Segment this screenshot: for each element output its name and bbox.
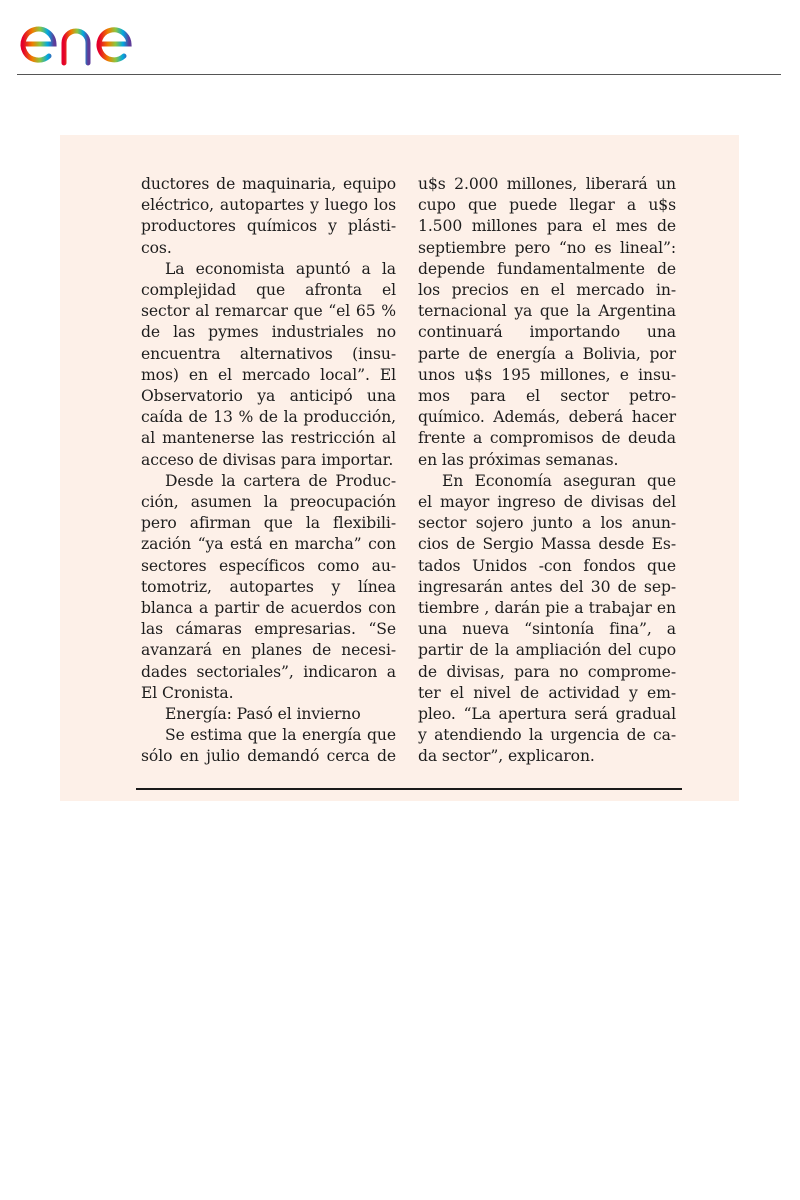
- article-line: caída de 13 % de la producción,: [141, 408, 396, 427]
- article-column-left: [141, 174, 396, 768]
- article-line: de divisas, para no comprome-: [418, 662, 676, 681]
- article-line: cios de Sergio Massa desde Es-: [418, 535, 676, 554]
- article-line: septiembre pero “no es lineal”:: [418, 238, 676, 257]
- article-line: tomotriz, autopartes y línea: [141, 577, 396, 596]
- enel-logo: [16, 6, 172, 70]
- article-line: depende fundamentalmente de: [418, 259, 676, 278]
- article-line: En Economía aseguran que: [442, 471, 676, 490]
- page-header: [0, 0, 800, 80]
- article-line: encuentra alternativos (insu-: [141, 344, 396, 363]
- article-line: ter el nivel de actividad y em-: [418, 683, 676, 702]
- article-line: tados Unidos -con fondos que: [418, 556, 676, 575]
- article-line: los precios en el mercado in-: [418, 281, 676, 300]
- article-line: zación “ya está en marcha” con: [141, 535, 396, 554]
- article-line: cupo que puede llegar a u$s: [418, 196, 676, 215]
- article-line: pero afirman que la flexibili-: [141, 514, 396, 533]
- article-line: dades sectoriales”, indicaron a: [141, 662, 396, 681]
- article-line: frente a compromisos de deuda: [418, 429, 676, 448]
- article-line: Desde la cartera de Produc-: [165, 471, 396, 490]
- article-line: ción, asumen la preocupación: [141, 493, 396, 512]
- article-line: cos.: [141, 238, 172, 257]
- article-column-right: [418, 174, 676, 768]
- article-line: Observatorio ya anticipó una: [141, 387, 396, 406]
- article-line: ingresarán antes del 30 de sep-: [418, 577, 676, 596]
- article-line: sólo en julio demandó cerca de: [141, 747, 396, 766]
- article-line: partir de la ampliación del cupo: [418, 641, 676, 660]
- article-line: mos) en el mercado local”. El: [141, 365, 396, 384]
- article-line: La economista apuntó a la: [165, 259, 396, 278]
- enel-logo-mark: [16, 6, 172, 66]
- article-line: tiembre , darán pie a trabajar en: [418, 599, 676, 618]
- article-line: al mantenerse las restricción al: [141, 429, 396, 448]
- article-line: las cámaras empresarias. “Se: [141, 620, 396, 639]
- article-line: u$s 2.000 millones, liberará un: [418, 175, 676, 193]
- article-line: mos para el sector petro-: [418, 387, 676, 406]
- article-line: complejidad que afronta el: [141, 281, 396, 300]
- article-line: 1.500 millones para el mes de: [418, 217, 676, 236]
- article-line: de las pymes industriales no: [141, 323, 396, 342]
- article-line: Se estima que la energía que: [165, 726, 396, 745]
- article-line: una nueva “sintonía fina”, a: [418, 620, 676, 639]
- article-line: ternacional ya que la Argentina: [418, 302, 676, 321]
- article-line: sector sojero junto a los anun-: [418, 514, 676, 533]
- article-line: acceso de divisas para importar.: [141, 450, 394, 469]
- article-line: sector al remarcar que “el 65 %: [141, 302, 396, 321]
- article-line: sectores específicos como au-: [141, 556, 396, 575]
- header-divider: [17, 74, 781, 75]
- article-line: el mayor ingreso de divisas del: [418, 493, 676, 512]
- article-line: pleo. “La apertura será gradual: [418, 705, 676, 724]
- article-line: eléctrico, autopartes y luego los: [141, 196, 396, 215]
- article-line: unos u$s 195 millones, e insu-: [418, 365, 676, 384]
- article-line: parte de energía a Bolivia, por: [418, 344, 676, 363]
- clipping-bottom-rule: [136, 788, 682, 790]
- article-line: y atendiendo la urgencia de ca-: [418, 726, 676, 745]
- article-line: Energía: Pasó el invierno: [165, 705, 361, 724]
- article-line: ductores de maquinaria, equipo: [141, 175, 396, 193]
- article-line: en las próximas semanas.: [418, 450, 619, 469]
- article-line: da sector”, explicaron.: [418, 747, 595, 766]
- article-line: El Cronista.: [141, 683, 234, 702]
- article-line: avanzará en planes de necesi-: [141, 641, 396, 660]
- news-clipping: [60, 135, 739, 801]
- article-line: blanca a partir de acuerdos con: [141, 599, 396, 618]
- article-line: productores químicos y plásti-: [141, 217, 396, 236]
- article-line: químico. Además, deberá hacer: [418, 408, 676, 427]
- article-line: continuará importando una: [418, 323, 676, 342]
